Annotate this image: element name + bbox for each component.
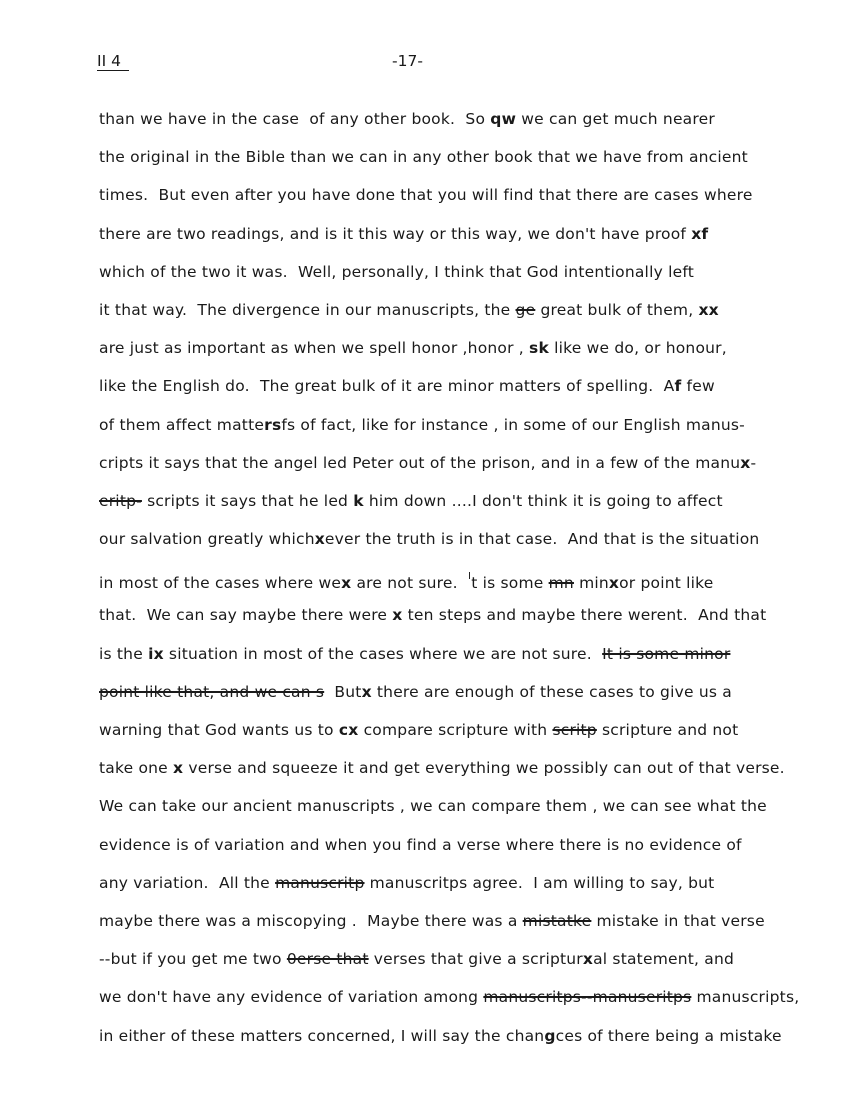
overtyped-text: cx: [338, 721, 359, 739]
text-line-8: [99, 373, 819, 411]
line-text: --but if you get me two: [99, 950, 287, 969]
struck-text: ge: [515, 300, 536, 319]
line-text: manuscritps agree. I am willing to say, but: [364, 873, 715, 892]
line-text: that. We can say maybe there were: [99, 606, 393, 625]
text-line-15: [99, 641, 819, 679]
line-text: t is some: [471, 574, 549, 593]
line-text: ces of there being a mistake: [555, 1026, 782, 1045]
text-line-7: [99, 335, 819, 373]
struck-text: eritp-: [99, 491, 142, 510]
line-text: our salvation greatly which: [99, 530, 315, 549]
line-text: few: [681, 377, 715, 396]
line-text: min: [573, 574, 609, 593]
text-line-18: [99, 755, 819, 793]
line-text: al statement, and: [593, 950, 735, 969]
overtyped-text: g: [544, 1026, 556, 1045]
section-identifier: II 4: [97, 52, 129, 71]
line-text: we don't have any evidence of variation among: [99, 988, 484, 1007]
line-text: fs of fact, like for instance , in some of our English manus-: [281, 415, 745, 434]
line-text: warning that God wants us to: [99, 721, 339, 739]
line-text: -: [750, 453, 757, 472]
line-text: scripture and not: [596, 721, 739, 739]
line-text: cripts it says that the angel led Peter out of the prison, and in a few of the manu: [99, 453, 741, 472]
overtyped-text: x: [341, 574, 352, 593]
overtyped-text: x: [582, 950, 594, 969]
struck-text: mistatke: [522, 911, 592, 930]
line-text: it that way. The divergence in our manuscripts, the: [99, 300, 516, 319]
line-text: manuscripts,: [691, 988, 800, 1007]
text-line-21: [99, 870, 819, 908]
overtyped-text: ix: [148, 644, 164, 663]
line-text: ever the truth is in that case. And that is the situation: [324, 530, 760, 549]
line-text: like the English do. The great bulk of it are minor matters of spelling. A: [99, 377, 675, 396]
overtyped-text: f: [674, 377, 682, 396]
struck-text: It is some minor: [602, 644, 731, 663]
text-line-1: [99, 106, 819, 144]
text-line-19: [99, 793, 819, 831]
line-text: of them affect matte: [99, 415, 265, 434]
line-text: great bulk of them,: [535, 300, 699, 319]
overtyped-text: xx: [698, 300, 719, 319]
struck-text: mn: [548, 574, 574, 593]
text-line-13: [99, 564, 819, 602]
line-text: times. But even after you have done that you will find that there are cases where: [99, 186, 753, 205]
line-text: compare scripture with: [358, 721, 553, 739]
text-line-9: [99, 412, 819, 450]
line-text: is the: [99, 644, 149, 663]
text-line-14: [99, 602, 819, 640]
line-text: there are two readings, and is it this way or this way, we don't have proof: [99, 224, 692, 243]
text-line-12: [99, 526, 819, 564]
struck-text: manuscritp: [275, 873, 365, 892]
line-text: are not sure.: [351, 574, 469, 593]
line-text: scripts it says that he led: [141, 491, 354, 510]
body-text: [99, 106, 819, 1061]
line-text: maybe there was a miscopying . Maybe there was a: [99, 911, 523, 930]
struck-text: point like that, and we can s: [99, 682, 325, 701]
line-text: the original in the Bible than we can in any other book that we have from ancient: [99, 148, 748, 167]
text-line-2: [99, 144, 819, 182]
overtyped-text: k: [353, 491, 364, 510]
superscript-text: I: [468, 571, 472, 583]
overtyped-text: x: [361, 682, 372, 701]
struck-text: manuscritps--manuseritps: [483, 988, 692, 1007]
overtyped-text: x: [608, 574, 620, 593]
overtyped-text: x: [314, 530, 325, 549]
text-line-16: [99, 679, 819, 717]
line-text: which of the two it was. Well, personally, I think that God intentionally left: [99, 262, 694, 281]
overtyped-text: x: [392, 606, 403, 625]
line-text: But: [324, 682, 362, 701]
line-text: are just as important as when we spell honor ,honor ,: [99, 339, 530, 358]
overtyped-text: x: [173, 759, 184, 778]
text-line-5: [99, 259, 819, 297]
line-text: any variation. All the: [99, 873, 276, 892]
overtyped-text: xf: [691, 224, 709, 243]
struck-text: 0erse that: [286, 950, 369, 969]
text-line-6: [99, 297, 819, 335]
overtyped-text: sk: [529, 339, 549, 358]
text-line-4: [99, 221, 819, 259]
overtyped-text: rs: [264, 415, 282, 434]
text-line-11: [99, 488, 819, 526]
text-line-24: [99, 984, 819, 1022]
line-text: mistake in that verse: [591, 911, 765, 930]
text-line-3: [99, 182, 819, 220]
text-line-25: [99, 1023, 819, 1061]
text-line-20: [99, 832, 819, 870]
line-text: in either of these matters concerned, I will say the chan: [99, 1026, 545, 1045]
line-text: verses that give a scriptur: [368, 950, 583, 969]
line-text: there are enough of these cases to give us a: [371, 682, 732, 701]
line-text: like we do, or honour,: [548, 339, 727, 358]
line-text: than we have in the case of any other book. So: [99, 110, 491, 128]
line-text: situation in most of the cases where we are not sure.: [163, 644, 603, 663]
text-line-17: [99, 717, 819, 755]
text-line-22: [99, 908, 819, 946]
line-text: We can take our ancient manuscripts , we can compare them , we can see what the: [99, 797, 767, 816]
text-line-23: [99, 946, 819, 984]
line-text: evidence is of variation and when you find a verse where there is no evidence of: [99, 835, 742, 854]
struck-text: scritp: [552, 721, 597, 739]
line-text: in most of the cases where we: [99, 574, 342, 593]
line-text: take one: [99, 759, 174, 778]
page-number: -17-: [392, 52, 423, 70]
text-line-10: [99, 450, 819, 488]
overtyped-text: qw: [490, 110, 517, 128]
line-text: him down ....I don't think it is going to affect: [363, 491, 723, 510]
line-text: or point like: [619, 574, 714, 593]
overtyped-text: x: [740, 453, 751, 472]
line-text: verse and squeeze it and get everything we possibly can out of that verse.: [183, 759, 785, 778]
line-text: we can get much nearer: [516, 110, 715, 128]
line-text: ten steps and maybe there werent. And that: [402, 606, 767, 625]
